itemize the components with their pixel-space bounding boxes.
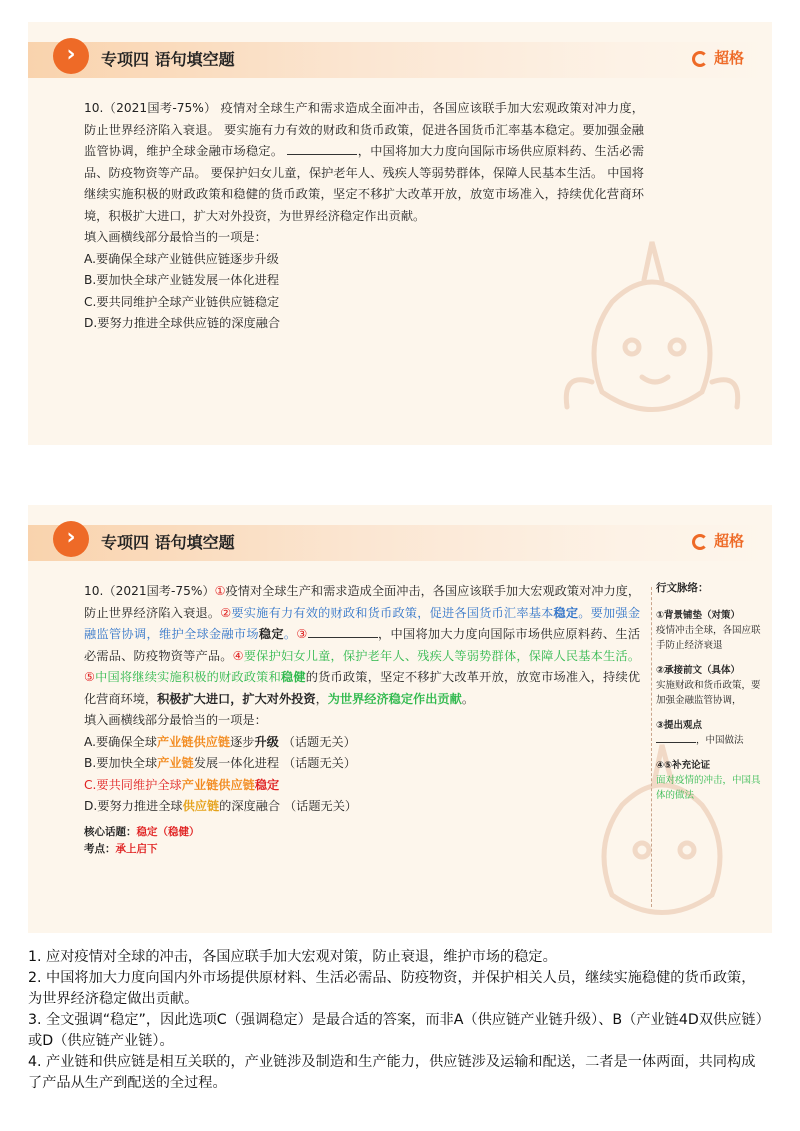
- marker-3: ③: [296, 627, 308, 641]
- analysis-body: [84, 581, 640, 858]
- question-text-part2: ，中国将加大力度向国际市场供应原料药、生活必需品、防疫物资等产品。 要保护妇女儿童，保护老年人、残疾人等弱势群体，保障人民基本生活。 中国将继续实施积极的财政政策和稳健的货币政策，坚定不移扩大改革开放，放宽市场准入，持续优化营商环境，积极扩大进口，扩大对外投资，为世界经济稳定作出贡献。: [84, 144, 645, 223]
- option-a-note: （话题无关）: [282, 734, 356, 749]
- sidebar-heading: 行文脉络：: [656, 582, 709, 594]
- sidebar-section-text: ，中国做法: [696, 735, 744, 746]
- option-a-text: A.要确保全球: [84, 734, 157, 749]
- marker-2: ②: [220, 605, 232, 620]
- note-item: 4. 产业链和供应链是相互关联的，产业链涉及制造和生产能力，供应链涉及运输和配送，二者是一体两面，共同构成了产品从生产到配送的全过程。: [28, 1054, 756, 1091]
- sentence-3: ，中国将加大力度向国际市场供应原料药、生活必需品、防疫物资等产品。: [84, 627, 641, 663]
- question-prompt: 填入画横线部分最恰当的一项是：: [84, 713, 267, 727]
- option-d-text-2: 的深度融合: [219, 799, 281, 813]
- sentence-2-keyword: 稳定: [553, 605, 579, 620]
- sentence-5-keyword: 稳健: [280, 670, 306, 684]
- option-c-keyword-2: 稳定: [254, 777, 280, 792]
- brand-g-icon: [692, 51, 708, 67]
- option-a-keyword-2: 升级: [254, 734, 279, 749]
- structure-sidebar: [656, 581, 766, 813]
- sidebar-section-2: [656, 663, 766, 708]
- sidebar-section-4: [656, 758, 766, 803]
- brand-name: 超格: [713, 49, 744, 67]
- annotated-question: [84, 581, 640, 710]
- option-d-text: D.要努力推进全球: [84, 799, 183, 813]
- sentence-2a: 要实施有力有效的财政和货币政策，促进各国货币汇率基本: [231, 605, 554, 620]
- option-d-keyword: 供应链: [182, 799, 220, 813]
- brand-logo: [692, 47, 744, 68]
- core-topic-value: 稳定（稳健）: [136, 825, 200, 838]
- question-number: 10.（2021国考-75%）: [84, 584, 215, 598]
- explanation-notes: [28, 947, 768, 1094]
- brand-logo: [692, 530, 744, 551]
- question-text-part1: 10.（2021国考-75%） 疫情对全球生产和需求造成全面冲击，各国应该联手加大宏观政策对冲力度，防止世界经济陷入衰退。 要实施有力有效的财政和货币政策，促进各国货币汇率基本稳定。要加强金融监管协调，维护全球金融市场稳定。: [84, 101, 644, 158]
- sentence-1: 疫情对全球生产和需求造成全面冲击，各国应该联手加大宏观政策对冲力度，防止世界经济陷入衰退。: [84, 584, 641, 620]
- sidebar-divider: [651, 587, 652, 907]
- slide-question: [28, 22, 772, 445]
- section-title: 专项四 语句填空题: [101, 50, 235, 69]
- sidebar-blank: [656, 733, 696, 743]
- brand-g-icon: [692, 534, 708, 550]
- option-a[interactable]: [84, 732, 640, 754]
- marker-4: ④: [232, 648, 244, 663]
- sidebar-section-title: ②承接前文（具体）: [656, 665, 741, 676]
- section-title: 专项四 语句填空题: [101, 533, 235, 552]
- option-b[interactable]: B.要加快全球产业链发展一体化进程: [84, 273, 280, 287]
- sentence-4: 要保护妇女儿童，保护老年人、残疾人等弱势群体，保障人民基本生活。: [243, 648, 641, 663]
- sentence-5f: ，: [315, 691, 328, 706]
- option-b-keyword: 产业链: [157, 756, 194, 770]
- option-b-text-2: 发展一体化进程: [193, 756, 280, 770]
- sidebar-section-text: 实施财政和货币政策，要加强金融监管协调，: [656, 680, 761, 706]
- option-b-note: （话题无关）: [282, 756, 357, 770]
- sidebar-section-text: 疫情冲击全球，各国应联手防止经济衰退: [656, 625, 761, 651]
- slide-analysis: [28, 505, 772, 933]
- answer-blank: [287, 142, 357, 155]
- exam-point: [84, 841, 640, 858]
- sentence-5a: 中国将继续实施积极的财政政策和: [95, 670, 281, 684]
- core-topic: [84, 824, 640, 841]
- sentence-5c: 的货币政策，: [305, 670, 381, 684]
- option-d[interactable]: D.要努力推进全球供应链的深度融合: [84, 316, 281, 330]
- option-c[interactable]: [84, 775, 640, 797]
- option-b[interactable]: [84, 753, 640, 775]
- sidebar-section-title: ③提出观点: [656, 720, 703, 731]
- option-a[interactable]: A.要确保全球产业链供应链逐步升级: [84, 251, 279, 266]
- sidebar-section-title: ①背景铺垫（对策）: [656, 610, 741, 621]
- option-d[interactable]: [84, 796, 640, 818]
- sidebar-section-3: [656, 718, 766, 748]
- note-item: 2. 中国将加大力度向国内外市场提供原材料、生活必需品、防疫物资，并保护相关人员，继续实施稳健的货币政策，为世界经济稳定做出贡献。: [28, 970, 756, 1007]
- option-c-text: C.要共同维护全球: [84, 777, 182, 792]
- note-item: 1. 应对疫情对全球的冲击，各国应联手加大宏观对策，防止衰退，维护市场的稳定。: [28, 949, 557, 965]
- marker-1: ①: [214, 584, 226, 598]
- option-d-note: （话题无关）: [283, 799, 358, 813]
- chevron-right-icon: ›: [53, 521, 89, 557]
- brand-name: 超格: [713, 532, 744, 550]
- sentence-5g: 为世界经济稳定作出贡献: [327, 691, 462, 706]
- option-b-text: B.要加快全球: [84, 756, 158, 770]
- chevron-right-icon: ›: [53, 38, 89, 74]
- question-prompt: 填入画横线部分最恰当的一项是：: [84, 230, 267, 244]
- marker-5: ⑤: [84, 670, 96, 684]
- exam-point-label: 考点：: [84, 842, 116, 855]
- sidebar-section-1: [656, 608, 766, 653]
- sidebar-section-title: ④⑤补充论证: [656, 760, 711, 771]
- sentence-2-keyword-2: 稳定: [258, 627, 284, 641]
- option-a-text-2: 逐步: [230, 734, 255, 749]
- sentence-5e: 积极扩大进口，扩大对外投资: [157, 691, 316, 706]
- sentence-5d: 坚定不移扩大改革开放，放宽市场准入，持续优化营商环境，: [84, 670, 641, 706]
- option-c[interactable]: C.要共同维护全球产业链供应链稳定: [84, 294, 280, 309]
- sentence-2c: 。要加强金融监管协调，维护全球金融市场: [84, 605, 641, 641]
- sentence-2e: 。: [283, 627, 297, 641]
- answer-blank: [308, 625, 378, 638]
- exam-point-value: 承上启下: [115, 842, 158, 855]
- question-text: [84, 98, 644, 227]
- note-item: 3. 全文强调“稳定”，因此选项C（强调稳定）是最合适的答案，而非A（供应链产业链升级）、B（产业链4D双供应链）或D（供应链产业链）。: [28, 1012, 763, 1049]
- sentence-5h: 。: [461, 691, 474, 706]
- option-a-keyword: 产业链供应链: [156, 734, 231, 749]
- sidebar-section-text: 面对疫情的冲击，中国具体的做法: [656, 775, 761, 801]
- question-body: [84, 98, 644, 335]
- core-topic-label: 核心话题：: [84, 825, 137, 838]
- option-c-keyword: 产业链供应链: [181, 777, 255, 792]
